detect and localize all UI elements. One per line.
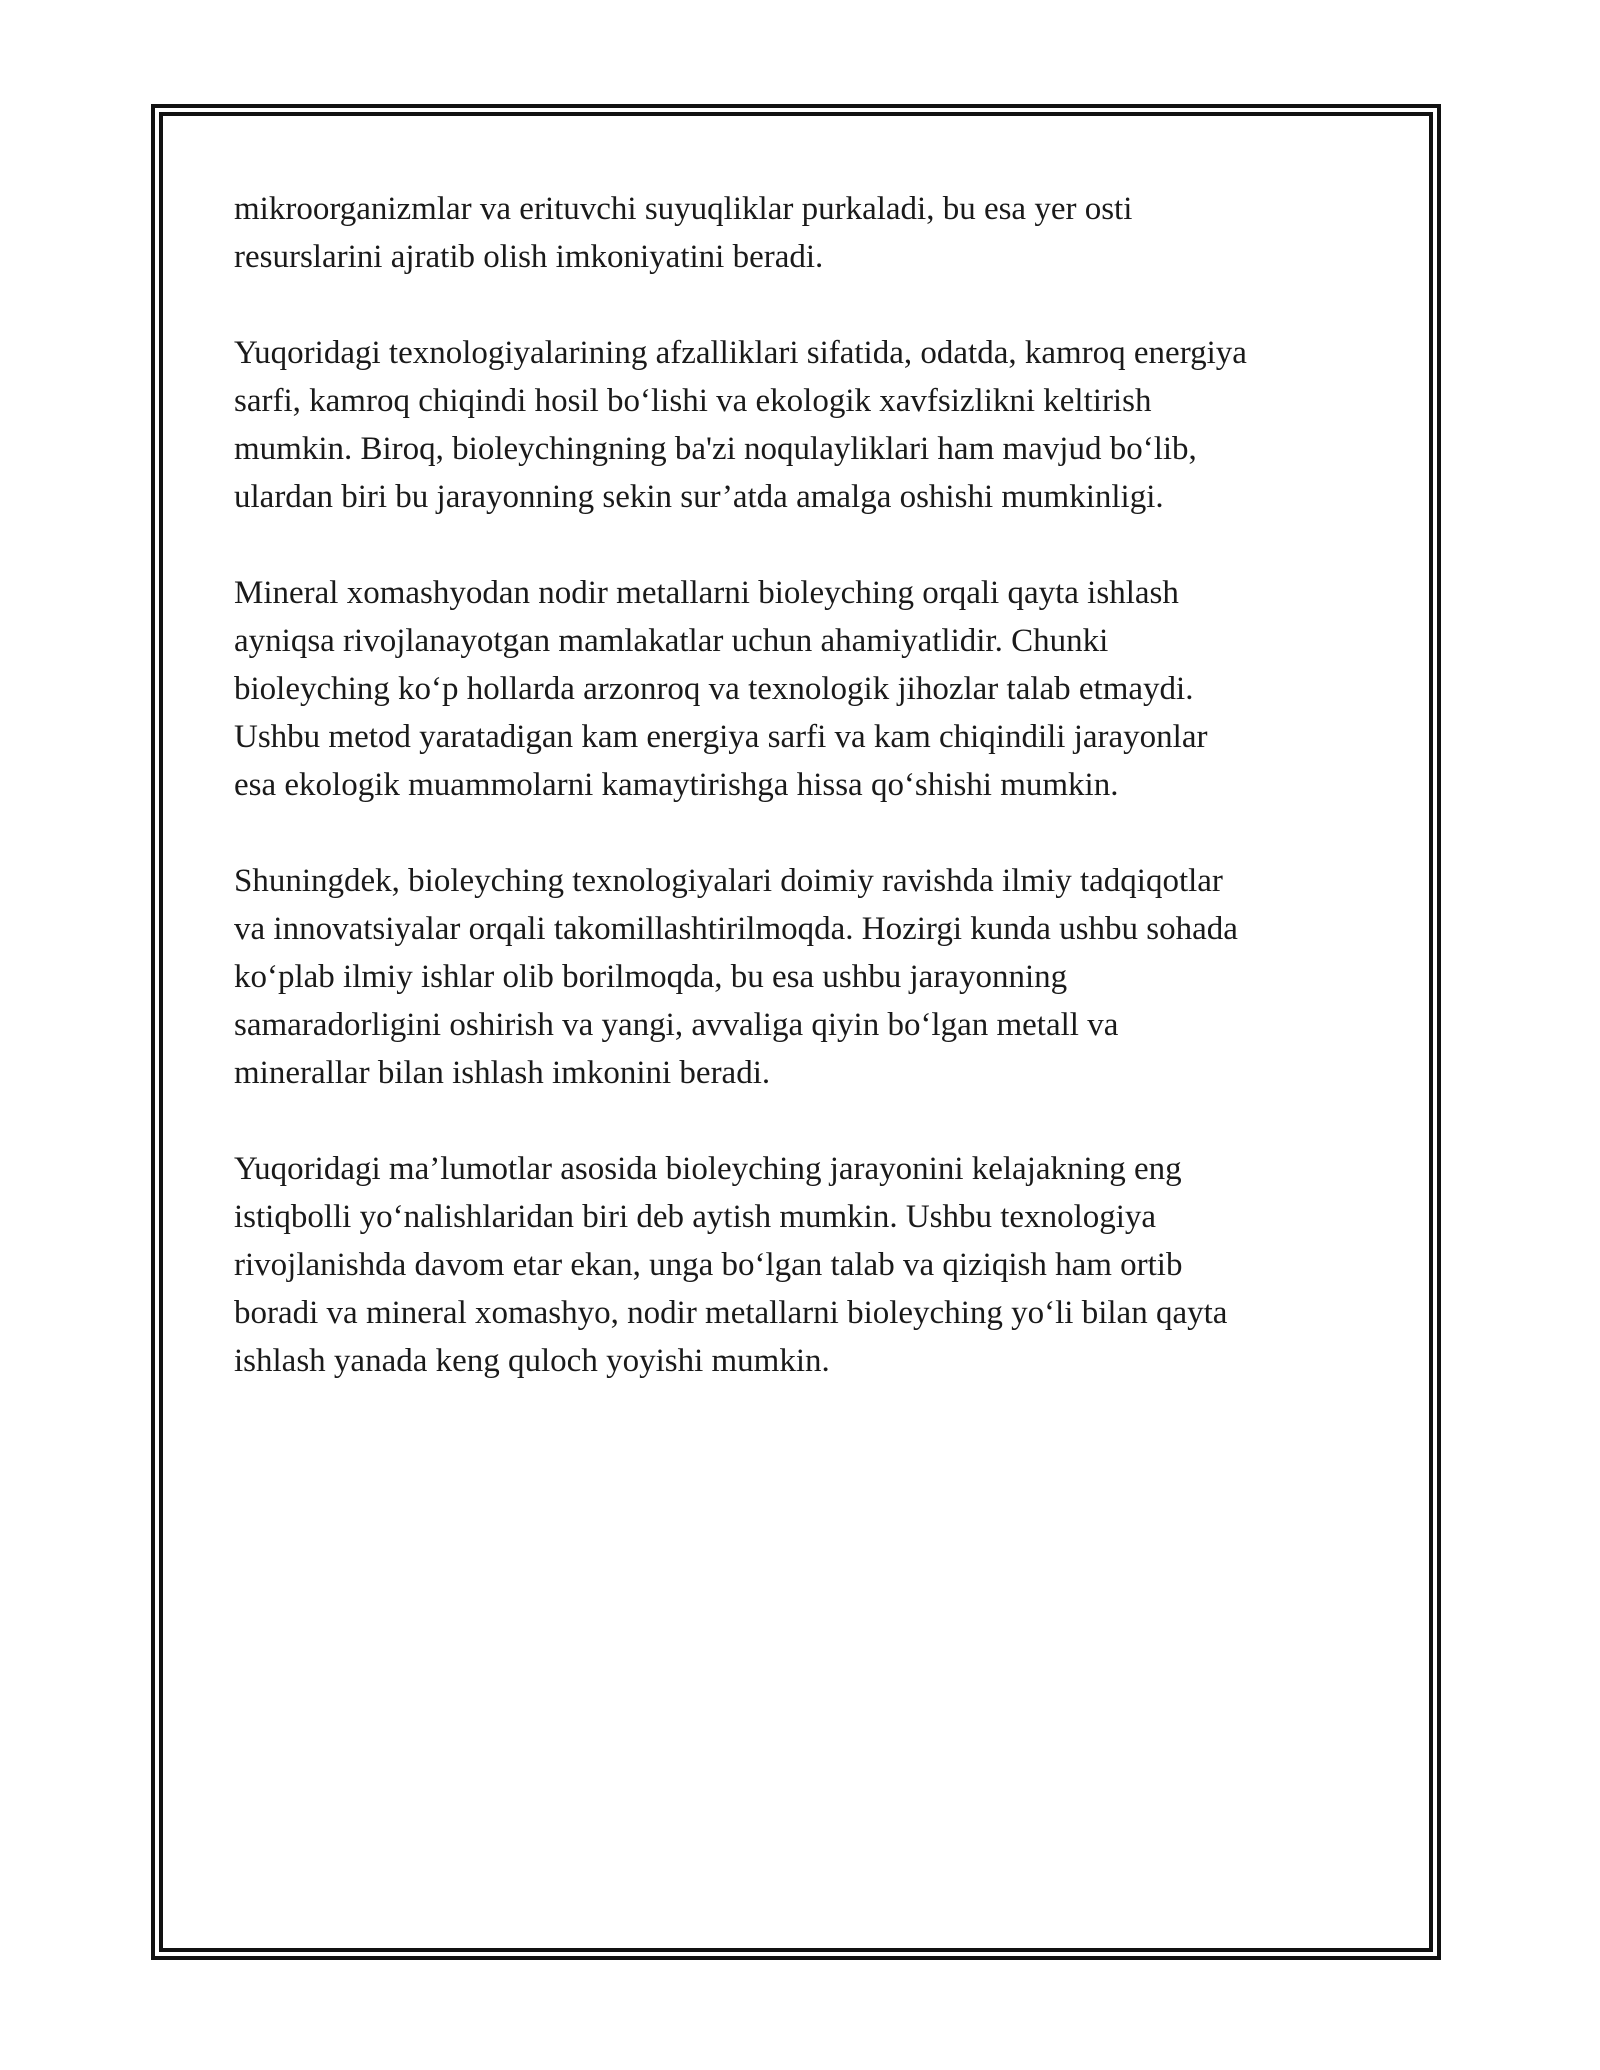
text-line: ayniqsa rivojlanayotgan mamlakatlar uchun ahamiyatlidir. Chunki [234, 623, 1109, 659]
text-line: boradi va mineral xomashyo, nodir metallarni bioleyching yo‘li bilan qayta [234, 1295, 1228, 1331]
text-line: esa ekologik muammolarni kamaytirishga hissa qo‘shishi mumkin. [234, 767, 1119, 803]
text-line: istiqbolli yo‘nalishlaridan biri deb aytish mumkin. Ushbu texnologiya [234, 1199, 1157, 1235]
text-line: bioleyching ko‘p hollarda arzonroq va texnologik jihozlar talab etmaydi. [234, 671, 1194, 707]
paragraph [234, 569, 1374, 809]
text-line: ko‘plab ilmiy ishlar olib borilmoqda, bu esa ushbu jarayonning [234, 959, 1068, 995]
paragraph [234, 857, 1374, 1097]
text-line: sarfi, kamroq chiqindi hosil bo‘lishi va ekologik xavfsizlikni keltirish [234, 383, 1152, 419]
document-body [234, 185, 1374, 1433]
text-line: Ushbu metod yaratadigan kam energiya sarfi va kam chiqindili jarayonlar [234, 719, 1208, 755]
text-line: samaradorligini oshirish va yangi, avvaliga qiyin bo‘lgan metall va [234, 1007, 1119, 1043]
paragraph [234, 1145, 1374, 1385]
text-line: resurslarini ajratib olish imkoniyatini beradi. [234, 239, 824, 275]
text-line: Yuqoridagi ma’lumotlar asosida bioleyching jarayonini kelajakning eng [234, 1151, 1182, 1187]
text-line: Mineral xomashyodan nodir metallarni bioleyching orqali qayta ishlash [234, 575, 1179, 611]
paragraph [234, 329, 1374, 521]
text-line: ishlash yanada keng quloch yoyishi mumkin. [234, 1343, 830, 1379]
text-line: Yuqoridagi texnologiyalarining afzalliklari sifatida, odatda, kamroq energiya [234, 335, 1247, 371]
text-line: minerallar bilan ishlash imkonini beradi. [234, 1055, 771, 1091]
text-line: mikroorganizmlar va erituvchi suyuqliklar purkaladi, bu esa yer osti [234, 191, 1133, 227]
text-line: ulardan biri bu jarayonning sekin sur’atda amalga oshishi mumkinligi. [234, 479, 1164, 515]
text-line: mumkin. Biroq, bioleychingning ba'zi noqulayliklari ham mavjud bo‘lib, [234, 431, 1197, 467]
text-line: Shuningdek, bioleyching texnologiyalari doimiy ravishda ilmiy tadqiqotlar [234, 863, 1223, 899]
text-line: va innovatsiyalar orqali takomillashtirilmoqda. Hozirgi kunda ushbu sohada [234, 911, 1238, 947]
paragraph [234, 185, 1374, 281]
text-line: rivojlanishda davom etar ekan, unga bo‘lgan talab va qiziqish ham ortib [234, 1247, 1183, 1283]
